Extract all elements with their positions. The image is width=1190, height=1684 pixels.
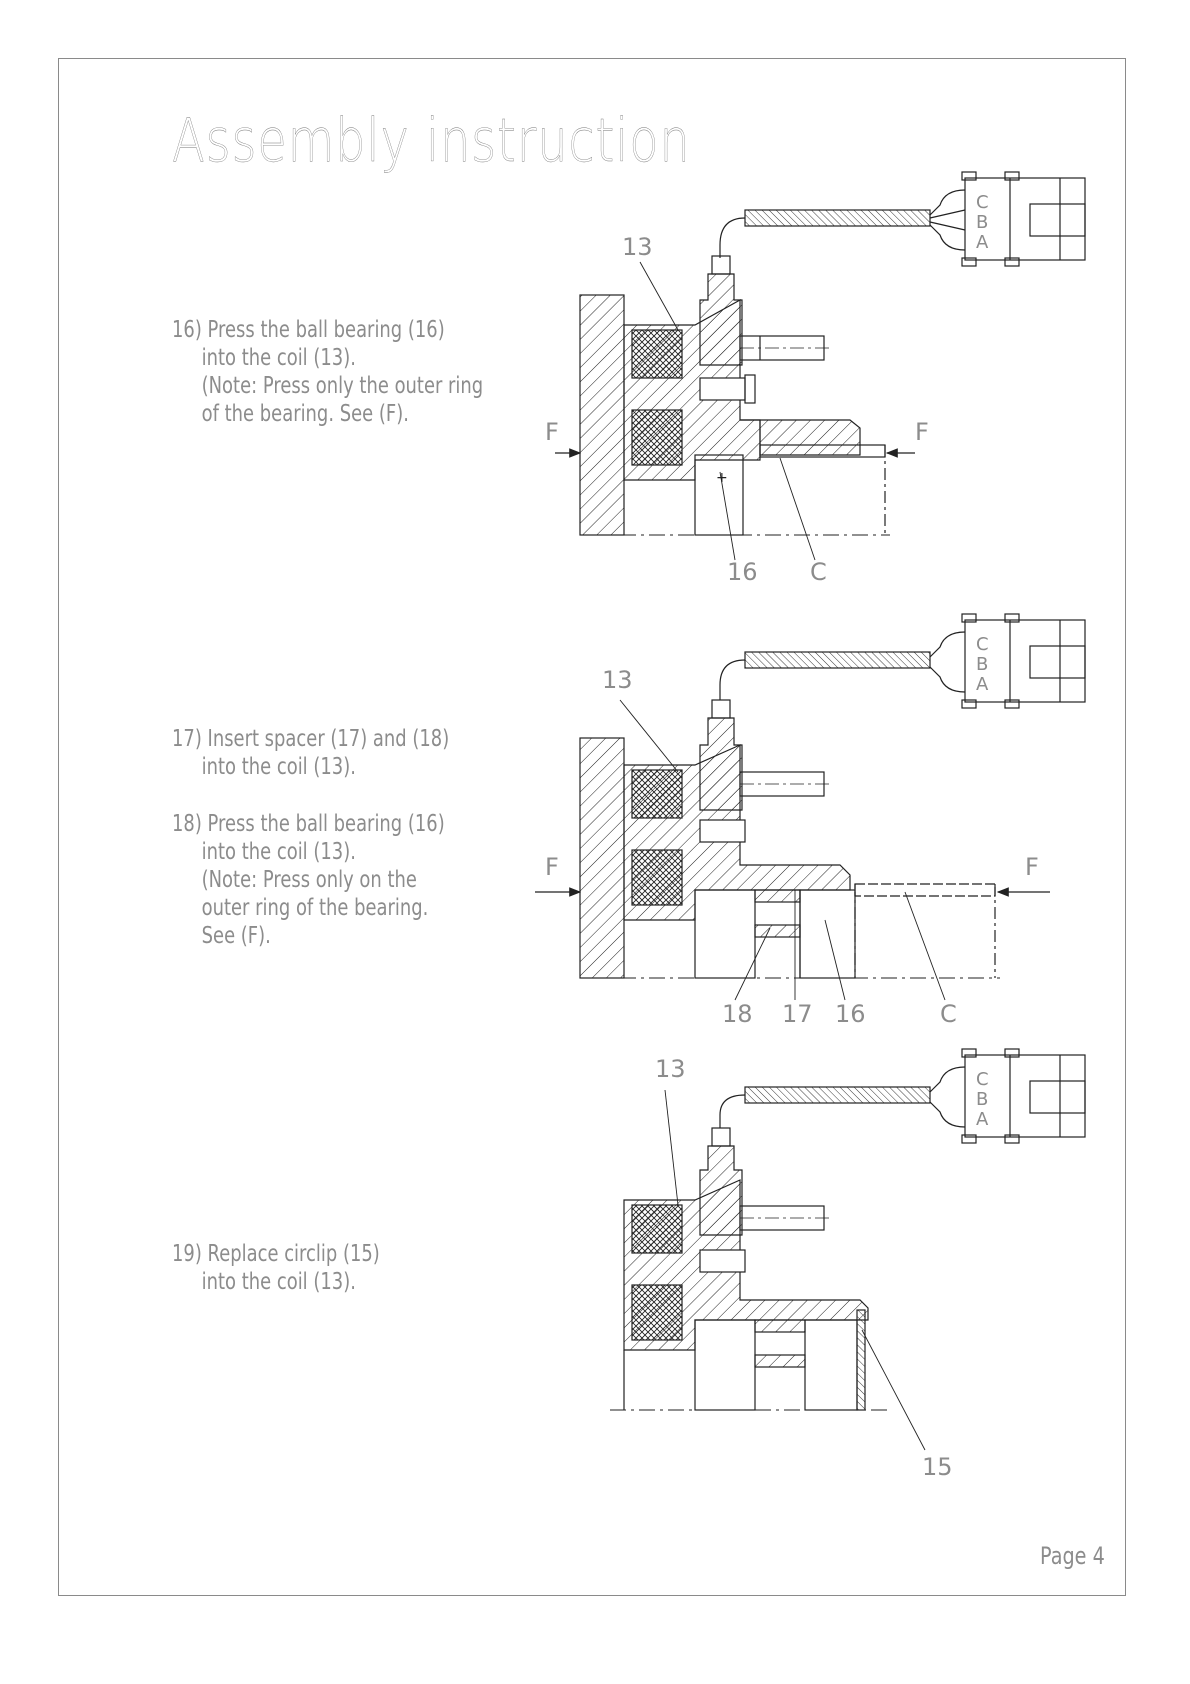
callout-17: 17	[782, 1000, 813, 1028]
step-line: into the coil (13).	[201, 754, 356, 780]
connector-icon	[930, 172, 1085, 266]
figure-3-circlip	[610, 1049, 1085, 1450]
step-line: 19) Replace circlip (15)	[172, 1241, 380, 1267]
figure-1-press-bearing	[555, 172, 1085, 560]
connector-pin-label: B	[976, 212, 989, 233]
force-label-left: F	[545, 853, 559, 881]
step-line: 17) Insert spacer (17) and (18)	[172, 726, 450, 752]
step-line: outer ring of the bearing.	[201, 895, 429, 921]
step-line: (Note: Press only on the	[201, 867, 417, 893]
connector-icon	[930, 614, 1085, 708]
callout-13: 13	[655, 1055, 686, 1083]
page-title: Assembly instruction	[172, 106, 691, 176]
connector-pin-label: A	[976, 674, 989, 695]
callout-13: 13	[602, 666, 633, 694]
step-line: of the bearing. See (F).	[201, 401, 409, 427]
step-line: See (F).	[201, 923, 271, 949]
step-line: (Note: Press only the outer ring	[201, 373, 484, 399]
step-line: into the coil (13).	[201, 1269, 356, 1295]
connector-pin-label: A	[976, 1109, 989, 1130]
connector-pin-label: C	[976, 634, 989, 655]
step-line: 18) Press the ball bearing (16)	[172, 811, 445, 837]
callout-c: C	[810, 558, 827, 586]
connector-icon	[930, 1049, 1085, 1143]
connector-pin-label: B	[976, 1089, 989, 1110]
callout-16: 16	[727, 558, 758, 586]
force-label-right: F	[915, 418, 929, 446]
callout-18: 18	[722, 1000, 753, 1028]
callout-c: C	[940, 1000, 957, 1028]
connector-pin-label: A	[976, 232, 989, 253]
connector-pin-label: B	[976, 654, 989, 675]
page-number: Page 4	[1040, 1542, 1105, 1570]
step-line: 16) Press the ball bearing (16)	[172, 317, 445, 343]
force-label-right: F	[1025, 853, 1039, 881]
step-line: into the coil (13).	[201, 345, 356, 371]
connector-pin-label: C	[976, 1069, 989, 1090]
svg-text:+: +	[716, 470, 728, 486]
callout-15: 15	[922, 1453, 953, 1481]
connector-pin-label: C	[976, 192, 989, 213]
step-line: into the coil (13).	[201, 839, 356, 865]
callout-16: 16	[835, 1000, 866, 1028]
force-label-left: F	[545, 418, 559, 446]
callout-13: 13	[622, 233, 653, 261]
